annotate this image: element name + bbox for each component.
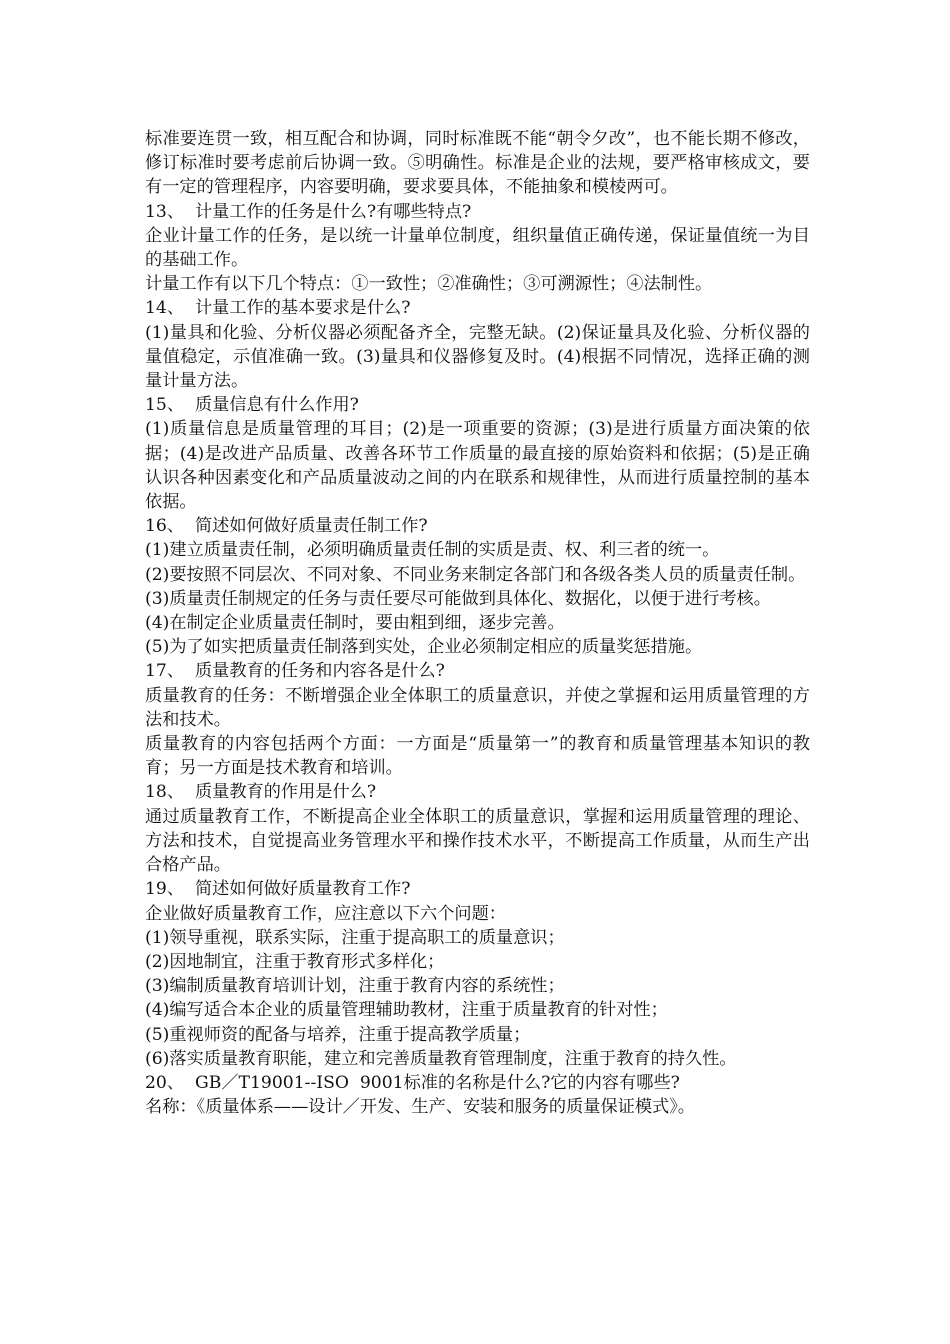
question-heading: 16、 简述如何做好质量责任制工作?	[145, 516, 428, 537]
answer-paragraph: 通过质量教育工作，不断提高企业全体职工的质量意识，掌握和运用质量管理的理论、方法和技术，自觉提高业务管理水平和操作技术水平，不断提高工作质量，从而生产出合格产品。	[145, 806, 810, 876]
question-heading: 20、 GB／T19001--ISO 9001标准的名称是什么?它的内容有哪些?	[145, 1072, 680, 1093]
list-item: (3)编制质量教育培训计划，注重于教育内容的系统性；	[145, 976, 565, 997]
answer-paragraph: (4)在制定企业质量责任制时，要由粗到细，逐步完善。	[145, 613, 565, 634]
question-heading: 19、 简述如何做好质量教育工作?	[145, 879, 411, 900]
answer-paragraph: 企业计量工作的任务，是以统一计量单位制度，组织量值正确传递，保证量值统一为目的基础工作。	[145, 225, 810, 271]
answer-paragraph: 标准要连贯一致，相互配合和协调，同时标准既不能“朝令夕改”，也不能长期不修改，修订标准时要考虑前后协调一致。⑤明确性。标准是企业的法规，要严格审核成文，要有一定的管理程序，内容要明确，要求要具体，不能抽象和模棱两可。	[145, 129, 810, 198]
list-item: (5)重视师资的配备与培养，注重于提高教学质量；	[145, 1024, 531, 1045]
answer-paragraph: 企业做好质量教育工作，应注意以下六个问题：	[145, 903, 506, 924]
answer-paragraph: 计量工作有以下几个特点：①一致性；②准确性；③可溯源性；④法制性。	[145, 274, 713, 295]
list-item: (4)编写适合本企业的质量管理辅助教材，注重于质量教育的针对性；	[145, 1000, 668, 1021]
answer-paragraph: 名称：《质量体系——设计／开发、生产、安装和服务的质量保证模式》。	[145, 1097, 695, 1118]
document-page	[145, 127, 810, 1119]
answer-paragraph: (1)质量信息是质量管理的耳目；(2)是一项重要的资源；(3)是进行质量方面决策的依据；(4)是改进产品质量、改善各环节工作质量的最直接的原始资料和依据；(5)是正确认识各种因素变化和产品质量波动之间的内在联系和规律性，从而进行质量控制的基本依据。	[145, 419, 810, 513]
answer-paragraph: (1)建立质量责任制，必须明确质量责任制的实质是责、权、利三者的统一。	[145, 540, 720, 561]
question-heading: 13、 计量工作的任务是什么?有哪些特点?	[145, 201, 472, 222]
answer-paragraph: (5)为了如实把质量责任制落到实处，企业必须制定相应的质量奖惩措施。	[145, 637, 703, 658]
question-heading: 15、 质量信息有什么作用?	[145, 395, 359, 416]
list-item: (1)领导重视，联系实际，注重于提高职工的质量意识；	[145, 927, 565, 948]
answer-paragraph: (3)质量责任制规定的任务与责任要尽可能做到具体化、数据化，以便于进行考核。	[145, 588, 771, 609]
answer-paragraph: 质量教育的内容包括两个方面：一方面是“质量第一”的教育和质量管理基本知识的教育；另一方面是技术教育和培训。	[145, 734, 810, 779]
question-heading: 18、 质量教育的作用是什么?	[145, 782, 377, 803]
list-item: (6)落实质量教育职能，建立和完善质量教育管理制度，注重于教育的持久性。	[145, 1048, 737, 1069]
question-heading: 17、 质量教育的任务和内容各是什么?	[145, 661, 445, 682]
answer-paragraph: (1)量具和化验、分析仪器必须配备齐全，完整无缺。(2)保证量具及化验、分析仪器的量值稳定，示值准确一致。(3)量具和仪器修复及时。(4)根据不同情况，选择正确的测量计量方法。	[145, 322, 810, 392]
list-item: (2)因地制宜，注重于教育形式多样化；	[145, 951, 445, 972]
question-heading: 14、 计量工作的基本要求是什么?	[145, 298, 411, 319]
answer-paragraph: (2)要按照不同层次、不同对象、不同业务来制定各部门和各级各类人员的质量责任制。	[145, 564, 806, 585]
answer-paragraph: 质量教育的任务：不断增强企业全体职工的质量意识，并使之掌握和运用质量管理的方法和技术。	[145, 685, 810, 730]
